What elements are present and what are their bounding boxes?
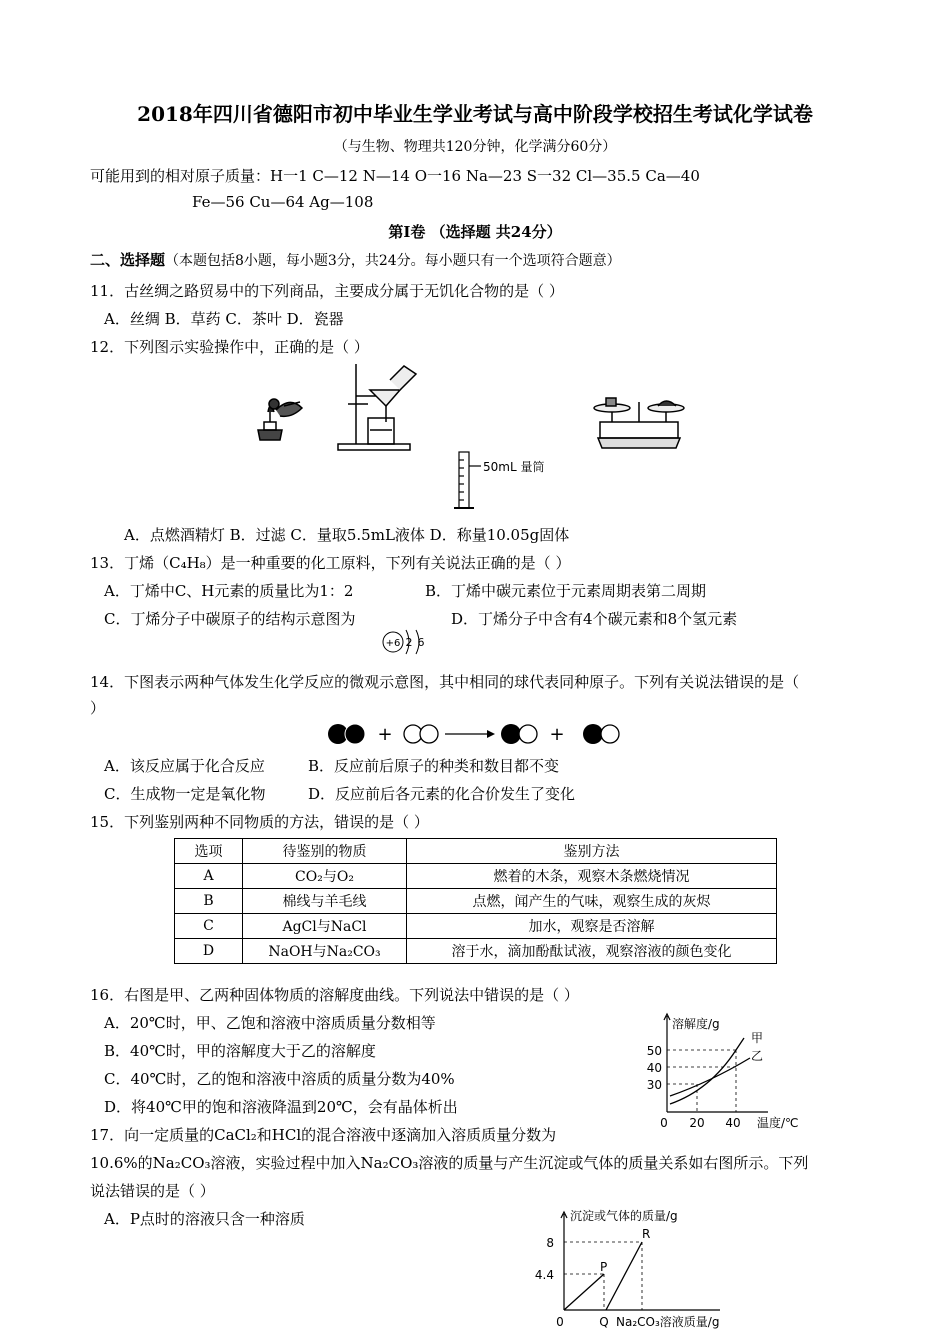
curve-yi [670, 1058, 750, 1096]
x-tick-label: 20 [689, 1116, 705, 1130]
plus-sign-1: + [377, 724, 393, 745]
q14-option-d: D．反应前后各元素的化合价发生了变化 [308, 785, 576, 803]
table-cell: D [175, 939, 243, 964]
x-tick-label: 40 [725, 1116, 741, 1130]
table-cell: 燃着的木条，观察木条燃烧情况 [407, 864, 777, 889]
reaction-arrow [445, 730, 495, 738]
paper-subtitle: （与生物、物理共120分钟，化学满分60分） [333, 139, 617, 155]
table-cell: B [175, 889, 243, 914]
q17-option-a: A．P点时的溶液只含一种溶质 [104, 1210, 305, 1228]
q13-option-b: B．丁烯中碳元素位于元素周期表第二周期 [425, 582, 707, 600]
y-axis-label: 沉淀或气体的质量/g [570, 1209, 678, 1223]
reactant-1-molecule [328, 724, 365, 744]
origin-label: 0 [556, 1315, 564, 1329]
q16-option-d: D．将40℃甲的饱和溶液降温到20℃，会有晶体析出 [104, 1098, 458, 1116]
y-axis-label: 溶解度/g [672, 1017, 720, 1031]
x-axis-label: Na₂CO₃溶液质量/g [616, 1315, 720, 1329]
y-tick-label: 8 [546, 1236, 554, 1250]
x-tick-label: 0 [660, 1116, 668, 1130]
q16-option-c: C．40℃时，乙的饱和溶液中溶质的质量分数为40% [104, 1070, 455, 1088]
point-r-label: R [642, 1227, 651, 1241]
table-header-cell: 鉴别方法 [407, 839, 777, 864]
table-header-cell: 待鉴别的物质 [243, 839, 407, 864]
shell-1-electrons: 2 [405, 636, 413, 649]
q17-stem-line-2: 10.6%的Na₂CO₃溶液，实验过程中加入Na₂CO₃溶液的质量与产生沉淀或气体的质量关系如右图所示。下列 [90, 1154, 809, 1172]
nucleus-charge: +6 [385, 638, 401, 649]
q14-option-c: C．生成物一定是氧化物 [104, 785, 266, 803]
filtration-figure [338, 364, 416, 450]
table-header-cell: 选项 [175, 839, 243, 864]
precipitate-gas-graph [520, 1204, 760, 1344]
q14-stem-line-1: 14．下图表示两种气体发生化学反应的微观示意图，其中相同的球代表同种原子。下列有关说法错误的是（ [90, 673, 800, 691]
y-tick-label: 50 [646, 1044, 662, 1058]
table-row [175, 939, 777, 964]
graduated-cylinder-figure [454, 452, 481, 508]
y-tick-label: 4.4 [534, 1268, 554, 1282]
cylinder-label: 50mL 量筒 [483, 460, 545, 474]
q14-option-a: A．该反应属于化合反应 [104, 757, 265, 775]
paper-title: 2018年四川省德阳市初中毕业生学业考试与高中阶段学校招生考试化学试卷 [137, 102, 813, 126]
q17-stem-line-1: 17．向一定质量的CaCl₂和HCl的混合溶液中逐滴加入溶质质量分数为 [90, 1126, 557, 1144]
section-heading [90, 249, 621, 270]
q12-experiment-figures [240, 360, 740, 515]
section-heading-note: （本题包括8小题，每小题3分，共24分。每小题只有一个选项符合题意） [165, 253, 621, 269]
table-row [175, 864, 777, 889]
section-title: 第Ⅰ卷 （选择题 共24分） [388, 223, 562, 241]
q14-reaction-diagram [325, 722, 625, 748]
reactant-2-molecule [404, 725, 438, 743]
q13-option-a: A．丁烯中C、H元素的质量比为1：2 [104, 582, 354, 600]
q11-options: A．丝绸 B．草药 C．茶叶 D．瓷器 [104, 310, 344, 328]
q13-option-d: D．丁烯分子中含有4个碳元素和8个氢元素 [451, 610, 738, 628]
table-cell: 溶于水，滴加酚酞试液，观察溶液的颜色变化 [407, 939, 777, 964]
q12-stem: 12．下列图示实验操作中，正确的是（ ） [90, 338, 369, 356]
table-cell: NaOH与Na₂CO₃ [243, 939, 407, 964]
table-cell: A [175, 864, 243, 889]
curve-yi-label: 乙 [751, 1049, 764, 1063]
q16-option-a: A．20℃时，甲、乙饱和溶液中溶质质量分数相等 [104, 1014, 436, 1032]
point-p-label: P [600, 1260, 608, 1274]
table-row [175, 889, 777, 914]
table-cell: AgCl与NaCl [243, 914, 407, 939]
q12-options: A．点燃酒精灯 B．过滤 C．量取5.5mL液体 D．称量10.05g固体 [124, 526, 570, 544]
curve-jia-label: 甲 [751, 1031, 764, 1045]
alcohol-lamp-figure [258, 399, 302, 440]
atomic-mass-line-1: 可能用到的相对原子质量：H一1 C—12 N—14 O一16 Na—23 S一32 Cl—35.5 Ca—40 [90, 167, 700, 185]
table-cell: 棉线与羊毛线 [243, 889, 407, 914]
q14-option-b: B．反应前后原子的种类和数目都不变 [308, 757, 560, 775]
x-axis-label: 温度/℃ [757, 1116, 799, 1130]
product-2-molecule [583, 724, 619, 744]
product-1-molecule [501, 724, 537, 744]
shell-2-electrons: 6 [417, 636, 425, 649]
table-cell: 加水，观察是否溶解 [407, 914, 777, 939]
table-cell: 点燃，闻产生的气味，观察生成的灰烬 [407, 889, 777, 914]
q14-stem-line-2: ） [90, 699, 106, 717]
q13-option-c: C．丁烯分子中碳原子的结构示意图为 [104, 610, 356, 628]
point-q-label: Q [599, 1315, 609, 1329]
guide-lines [667, 1050, 736, 1112]
plus-sign-2: + [549, 724, 565, 745]
table-cell: C [175, 914, 243, 939]
atomic-mass-line-2: Fe—56 Cu—64 Ag—108 [192, 193, 374, 211]
q15-stem: 15．下列鉴别两种不同物质的方法，错误的是（ ） [90, 813, 429, 831]
y-tick-label: 30 [646, 1078, 662, 1092]
q13-stem: 13．丁烯（C₄H₈）是一种重要的化工原料，下列有关说法正确的是（ ） [90, 554, 571, 572]
balance-figure [594, 398, 684, 448]
precipitate-line [606, 1242, 642, 1310]
q17-stem-line-3: 说法错误的是（ ） [90, 1182, 215, 1200]
q15-table [174, 838, 777, 964]
q11-stem: 11．古丝绸之路贸易中的下列商品，主要成分属于无饥化合物的是（ ） [90, 282, 564, 300]
curve-jia [670, 1038, 744, 1104]
carbon-atom-structure [380, 626, 430, 658]
table-cell: CO₂与O₂ [243, 864, 407, 889]
q16-stem: 16．右图是甲、乙两种固体物质的溶解度曲线。下列说法中错误的是（ ） [90, 986, 579, 1004]
table-row [175, 914, 777, 939]
gas-line [564, 1274, 604, 1310]
q16-option-b: B．40℃时，甲的溶解度大于乙的溶解度 [104, 1042, 376, 1060]
y-tick-label: 40 [646, 1061, 662, 1075]
solubility-graph [640, 1010, 820, 1132]
section-heading-bold: 二、选择题 [90, 251, 166, 269]
table-header-row [175, 839, 777, 864]
